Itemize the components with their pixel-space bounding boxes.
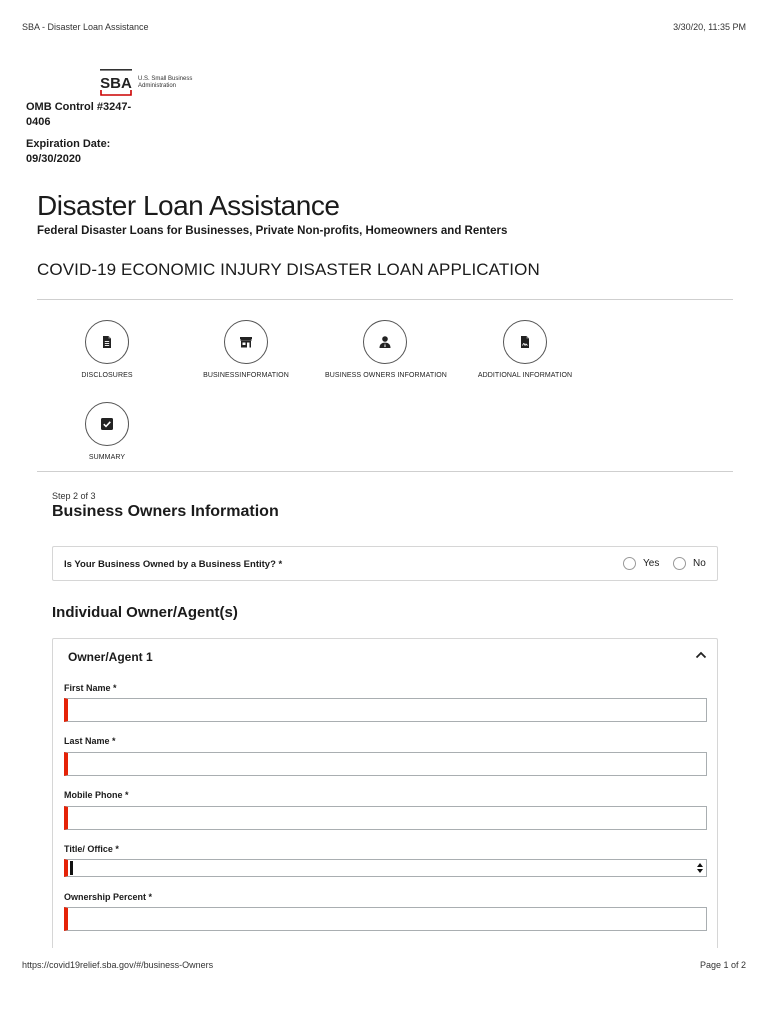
step-label: ADDITIONAL INFORMATION: [477, 372, 573, 379]
title-office-select[interactable]: [64, 859, 707, 877]
divider: [37, 299, 733, 300]
title-office-label: Title/ Office *: [64, 844, 119, 854]
print-footer: [22, 960, 746, 974]
step-circle: [85, 402, 129, 446]
print-header-title: SBA - Disaster Loan Assistance: [22, 22, 149, 32]
question-text: Is Your Business Owned by a Business Entity? *: [64, 559, 283, 570]
text-cursor: [70, 861, 73, 875]
business-entity-question: [52, 546, 718, 581]
step-circle: [503, 320, 547, 364]
document-icon: [100, 335, 114, 349]
sba-logo[interactable]: [98, 68, 208, 98]
divider: [37, 471, 733, 472]
print-header: [22, 22, 746, 36]
step-label: DISCLOSURES: [81, 372, 133, 379]
radio-label: No: [693, 558, 706, 569]
step-count: Step 2 of 3: [52, 491, 96, 501]
first-name-label: First Name *: [64, 683, 117, 693]
mobile-phone-label: Mobile Phone *: [64, 790, 129, 800]
page-subtitle: Federal Disaster Loans for Businesses, Private Non-profits, Homeowners and Renters: [37, 225, 508, 237]
step-label: BUSINESS OWNERS INFORMATION: [325, 372, 447, 379]
step-additional-information[interactable]: [465, 320, 585, 379]
step-label: SUMMARY: [88, 454, 126, 461]
section-title: Business Owners Information: [52, 503, 279, 520]
omb-control-number: OMB Control #3247-0406: [26, 101, 132, 128]
radio-circle[interactable]: [623, 557, 636, 570]
owner-card-title: Owner/Agent 1: [68, 650, 153, 664]
chevron-up-icon[interactable]: [694, 648, 708, 662]
step-business-owners-information[interactable]: [325, 320, 445, 379]
select-arrows-icon: [696, 861, 704, 875]
checkbox-icon: [100, 417, 114, 431]
svg-text:SBA: SBA: [100, 75, 132, 92]
last-name-label: Last Name *: [64, 736, 116, 746]
page-title: Disaster Loan Assistance: [37, 190, 340, 221]
ownership-percent-label: Ownership Percent *: [64, 892, 153, 902]
last-name-input[interactable]: [64, 752, 707, 776]
owner-agent-card: [52, 638, 718, 948]
radio-label: Yes: [643, 558, 660, 569]
step-circle: [224, 320, 268, 364]
first-name-input[interactable]: [64, 698, 707, 722]
ownership-percent-input[interactable]: [64, 907, 707, 931]
storefront-icon: [239, 335, 253, 349]
owners-section-title: Individual Owner/Agent(s): [52, 604, 238, 621]
step-disclosures[interactable]: [47, 320, 167, 379]
step-label: BUSINESSINFORMATION: [203, 372, 289, 379]
step-summary[interactable]: [47, 402, 167, 461]
step-business-information[interactable]: [186, 320, 306, 379]
print-header-datetime: 3/30/20, 11:35 PM: [673, 22, 746, 32]
person-icon: [378, 335, 392, 349]
signed-document-icon: [518, 335, 532, 349]
step-circle: [85, 320, 129, 364]
expiration-date: Expiration Date: 09/30/2020: [26, 138, 111, 165]
print-footer-page: Page 1 of 2: [699, 960, 746, 970]
application-title: COVID-19 ECONOMIC INJURY DISASTER LOAN APPLICATION: [37, 260, 540, 279]
print-footer-url: https://covid19relief.sba.gov/#/business-Owners: [22, 960, 214, 970]
mobile-phone-input[interactable]: [64, 806, 707, 830]
step-circle: [363, 320, 407, 364]
sba-logo-mark-icon: [98, 68, 134, 98]
logo-agency-name: U.S. Small Business Administration: [138, 76, 193, 89]
radio-circle[interactable]: [673, 557, 686, 570]
